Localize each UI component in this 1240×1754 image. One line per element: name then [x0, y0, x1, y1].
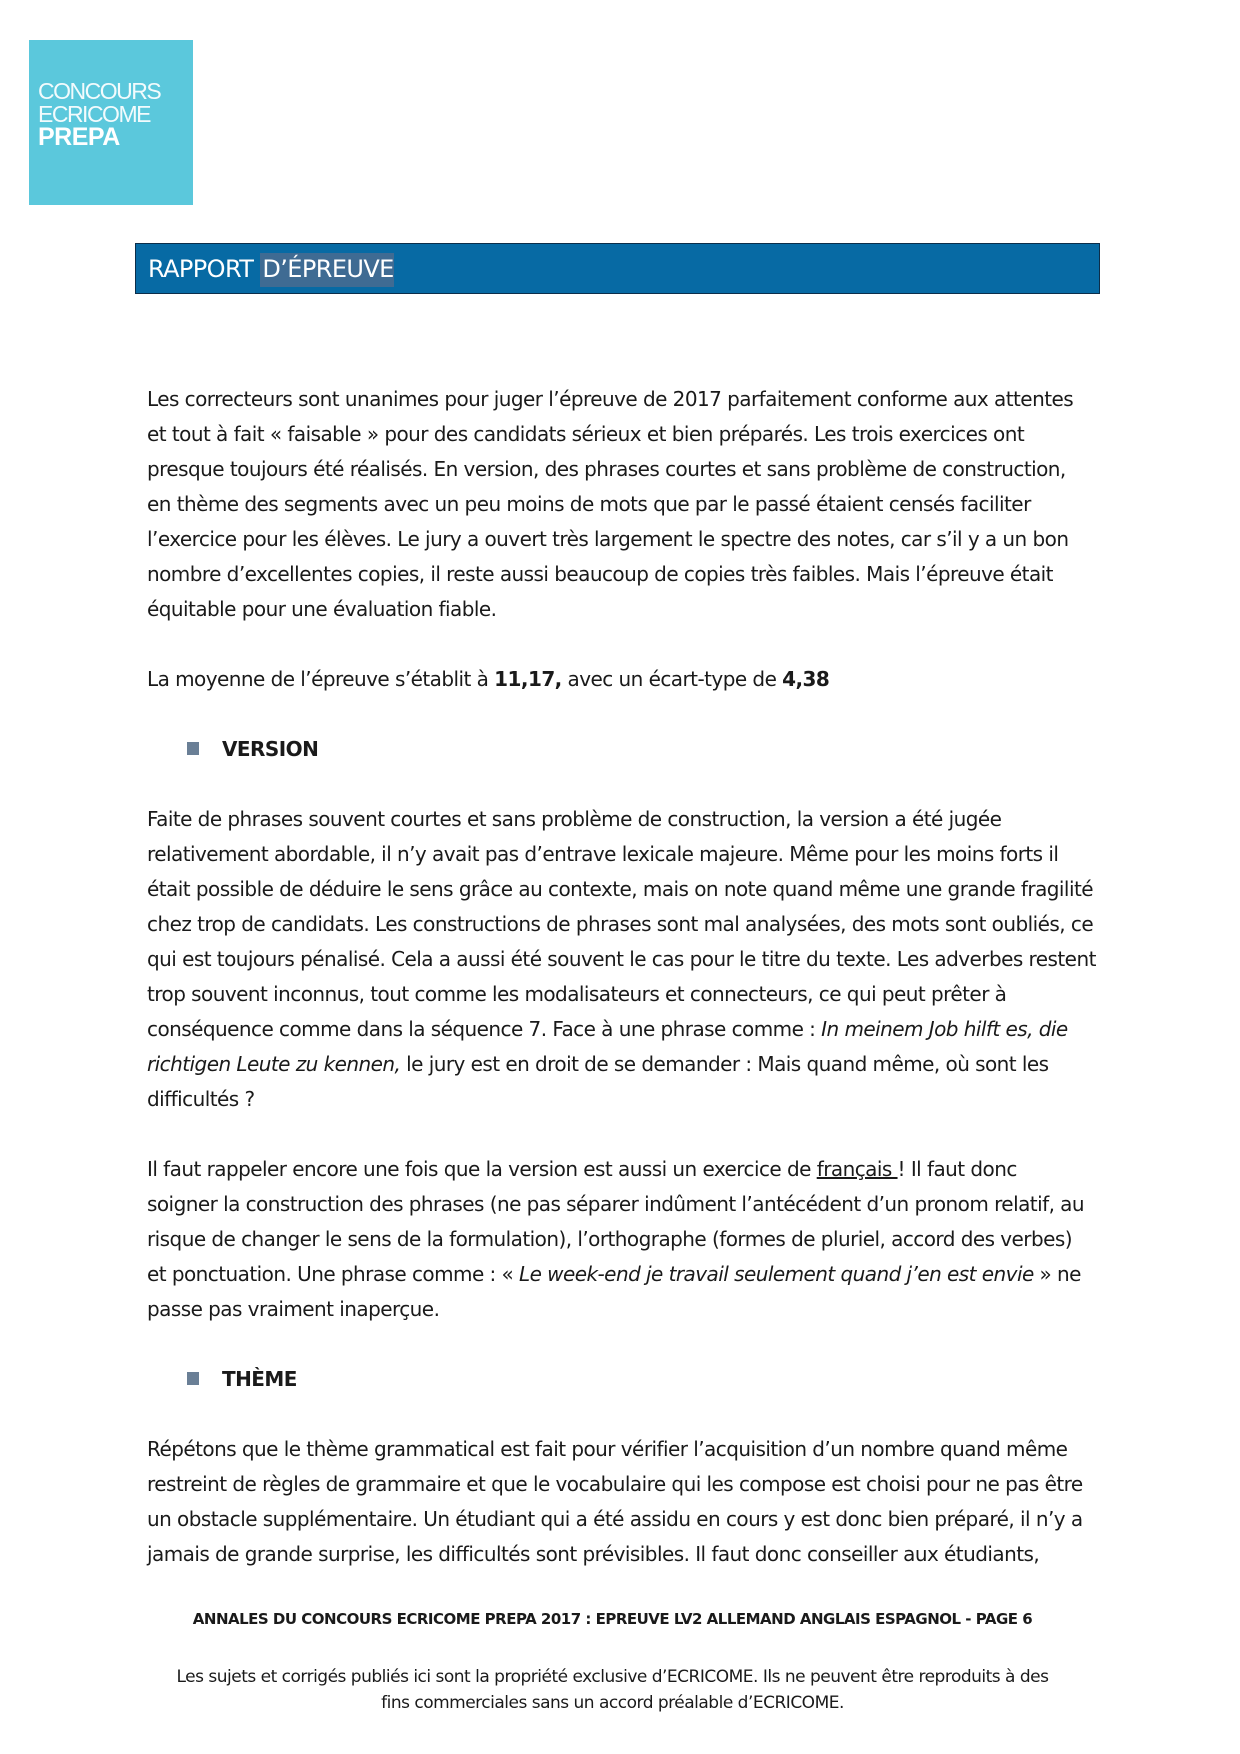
theme-paragraph-1: [147, 1432, 1147, 1572]
text-line: l’exercice pour les élèves. Le jury a ouvert très largement le spectre des notes, car s’il y a un bon: [147, 527, 1069, 551]
text-line: nombre d’excellentes copies, il reste aussi beaucoup de copies très faibles. Mais l’épreuve était: [147, 562, 1053, 586]
text-line: en thème des segments avec un peu moins de mots que par le passé étaient censés faciliter: [147, 492, 1031, 516]
text-line: équitable pour une évaluation fiable.: [147, 597, 497, 621]
text-line: un obstacle supplémentaire. Un étudiant qui a été assidu en cours y est donc bien préparé, il n’y a: [147, 1507, 1083, 1531]
text-line: relativement abordable, il n’y avait pas d’entrave lexicale majeure. Même pour les moins forts il: [147, 842, 1059, 866]
text-line: passe pas vraiment inaperçue.: [147, 1297, 440, 1321]
text-line: risque de changer le sens de la formulation), l’orthographe (formes de pluriel, accord des verbes): [147, 1227, 1073, 1251]
report-title-word1: RAPPORT: [148, 254, 254, 283]
version-paragraph-1: [147, 802, 1147, 1117]
text-line: presque toujours été réalisés. En version, des phrases courtes et sans problème de construction,: [147, 457, 1066, 481]
text-line: chez trop de candidats. Les constructions de phrases sont mal analysées, des mots sont oubliés, ce: [147, 912, 1094, 936]
footer-copyright-note: [0, 1664, 1225, 1716]
ecricome-logo: [29, 40, 193, 205]
text-line: Les correcteurs sont unanimes pour juger l’épreuve de 2017 parfaitement conforme aux attentes: [147, 387, 1074, 411]
report-title-bar: [135, 243, 1100, 294]
version-paragraph-2: [147, 1152, 1147, 1327]
text-line: Répétons que le thème grammatical est fait pour vérifier l’acquisition d’un nombre quand même: [147, 1437, 1068, 1461]
heading-text: THÈME: [222, 1367, 297, 1391]
text-line: [147, 1047, 1147, 1082]
german-quote: richtigen Leute zu kennen,: [147, 1052, 401, 1076]
logo-line-ecricome: ECRICOME: [38, 101, 150, 127]
stats-paragraph: [147, 662, 1147, 697]
section-heading-version: [147, 732, 1147, 767]
example-quote: Le week-end je travail seulement quand j’en est envie: [519, 1262, 1034, 1286]
german-quote: In meinem Job hilft es, die: [821, 1017, 1068, 1041]
logo-line-prepa: PREPA: [38, 123, 120, 151]
text-line: [147, 1012, 1147, 1047]
section-heading-theme: [147, 1362, 1147, 1397]
text-run: et ponctuation. Une phrase comme : «: [147, 1262, 520, 1286]
square-bullet-icon: [187, 1372, 199, 1385]
report-title-highlight: D’ÉPREUVE: [260, 253, 393, 287]
text-line: [147, 1152, 1147, 1187]
heading-text: VERSION: [222, 737, 319, 761]
text-line: jamais de grande surprise, les difficultés sont prévisibles. Il faut donc conseiller aux étudiants,: [147, 1542, 1040, 1566]
stats-sd: 4,38: [782, 667, 830, 691]
footer-note-line: fins commerciales sans un accord préalable d’ECRICOME.: [381, 1693, 844, 1713]
stats-prefix: La moyenne de l’épreuve s’établit à: [147, 667, 495, 691]
text-run: Il faut rappeler encore une fois que la version est aussi un exercice de: [147, 1157, 817, 1181]
text-run: ! Il faut donc: [897, 1157, 1017, 1181]
intro-paragraph: [147, 382, 1147, 627]
text-line: difficultés ?: [147, 1087, 255, 1111]
text-line: soigner la construction des phrases (ne pas séparer indûment l’antécédent d’un pronom relatif, au: [147, 1192, 1085, 1216]
text-line: qui est toujours pénalisé. Cela a aussi été souvent le cas pour le titre du texte. Les adverbes restent: [147, 947, 1096, 971]
text-line: et tout à fait « faisable » pour des candidats sérieux et bien préparés. Les trois exercices ont: [147, 422, 1025, 446]
text-line: restreint de règles de grammaire et que le vocabulaire qui les compose est choisi pour ne pas être: [147, 1472, 1083, 1496]
square-bullet-icon: [187, 742, 199, 755]
stats-middle: avec un écart-type de: [561, 667, 783, 691]
document-body: [147, 382, 1147, 1572]
footer-note-line: Les sujets et corrigés publiés ici sont la propriété exclusive d’ECRICOME. Ils ne peuvent être reproduits à des: [176, 1667, 1049, 1687]
text-line: Faite de phrases souvent courtes et sans problème de construction, la version a été jugée: [147, 807, 1002, 831]
report-title: [148, 255, 394, 283]
underlined-word: français: [816, 1157, 898, 1181]
text-run: » ne: [1033, 1262, 1081, 1286]
text-line: [147, 1257, 1147, 1292]
stats-mean: 11,17,: [494, 667, 562, 691]
text-line: trop souvent inconnus, tout comme les modalisateurs et connecteurs, ce qui peut prêter à: [147, 982, 1007, 1006]
text-run: le jury est en droit de se demander : Mais quand même, où sont les: [400, 1052, 1049, 1076]
footer-title: ANNALES DU CONCOURS ECRICOME PREPA 2017 : EPREUVE LV2 ALLEMAND ANGLAIS ESPAGNOL - PAGE 6: [192, 1610, 1033, 1628]
text-line: était possible de déduire le sens grâce au contexte, mais on note quand même une grande fragilité: [147, 877, 1093, 901]
text-run: conséquence comme dans la séquence 7. Face à une phrase comme :: [147, 1017, 822, 1041]
logo-line-concours: CONCOURS: [38, 78, 161, 104]
